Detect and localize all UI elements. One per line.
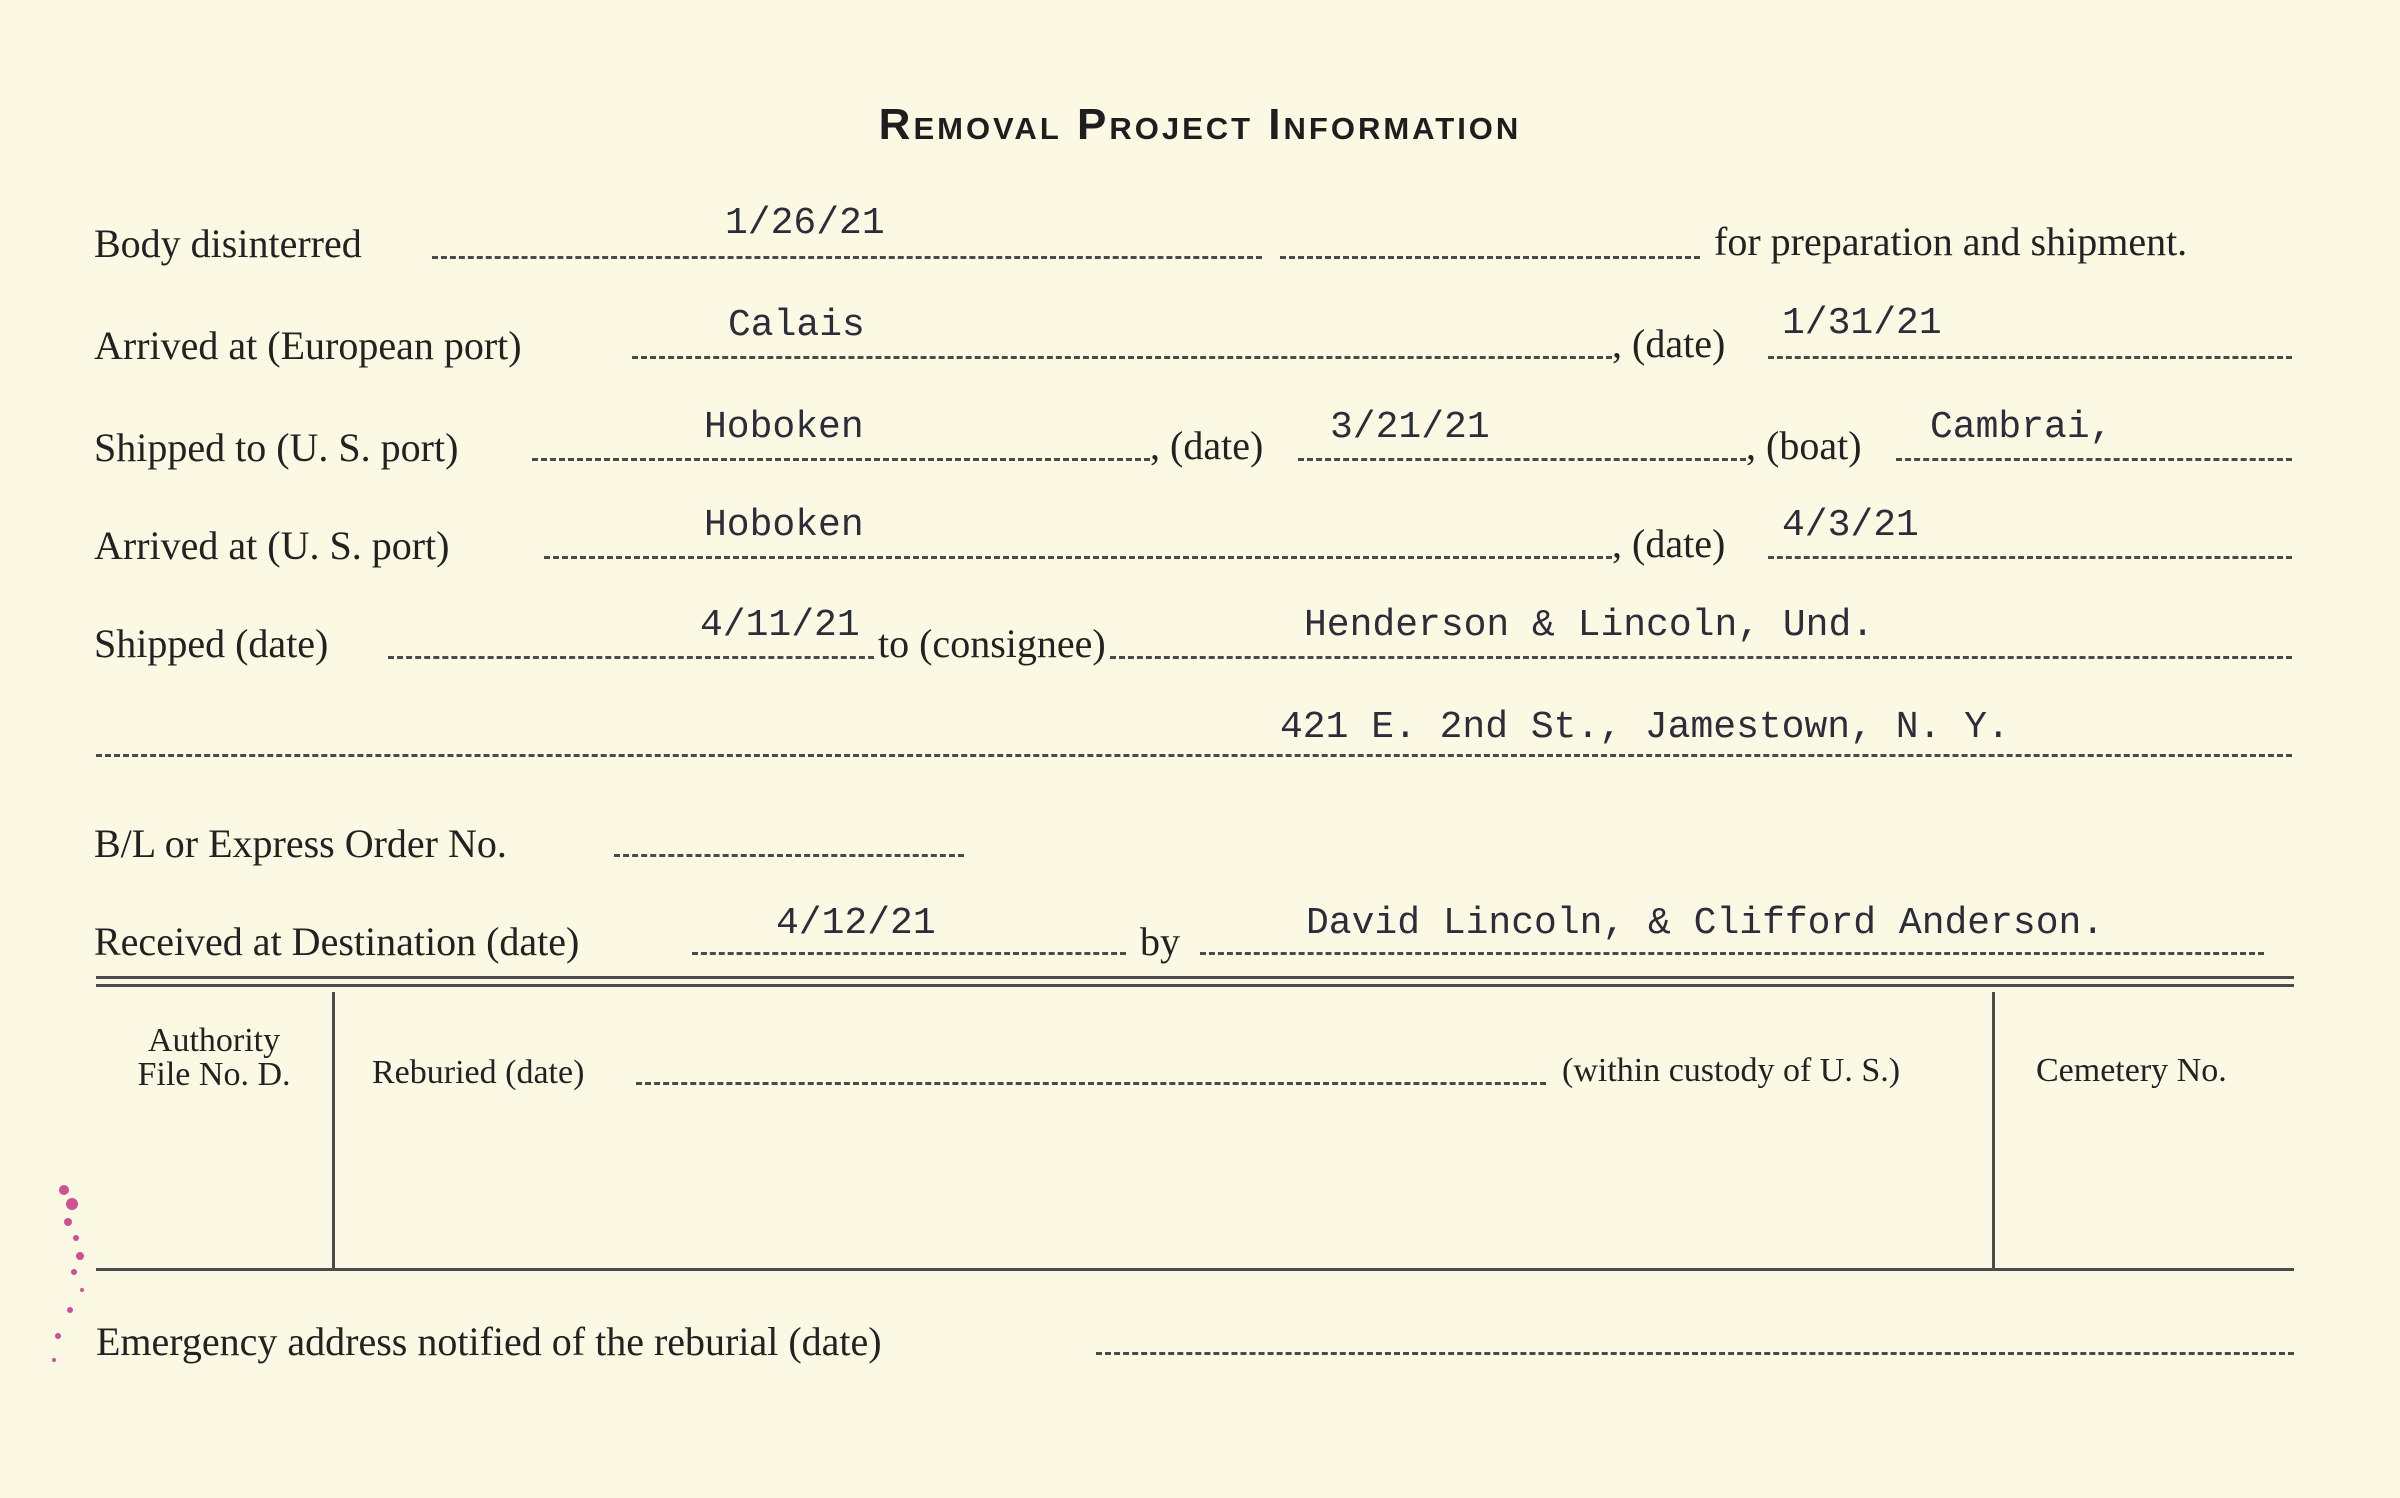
reburied-line bbox=[636, 1082, 1546, 1085]
received-line bbox=[692, 952, 1126, 955]
reburied-label: Reburied (date) bbox=[372, 1054, 585, 1091]
consignee-value: Henderson & Lincoln, Und. bbox=[1304, 604, 1875, 647]
shipped-to-label: to (consignee) bbox=[878, 621, 1106, 666]
received-by-label: by bbox=[1140, 919, 1180, 964]
arrived-eu-line bbox=[632, 356, 1612, 359]
shipped-value: 4/11/21 bbox=[700, 604, 860, 647]
disinterred-value: 1/26/21 bbox=[725, 202, 885, 245]
shipped-us-date-label: , (date) bbox=[1150, 423, 1264, 468]
shipped-us-boat-label: , (boat) bbox=[1746, 423, 1862, 468]
disinterred-line bbox=[432, 256, 1262, 259]
emergency-line bbox=[1096, 1352, 2294, 1355]
arrived-us-date-label: , (date) bbox=[1612, 521, 1726, 566]
arrived-eu-label: Arrived at (European port) bbox=[94, 323, 522, 368]
shipped-line bbox=[388, 656, 874, 659]
authority-header bbox=[96, 1024, 332, 1092]
received-value: 4/12/21 bbox=[776, 902, 936, 945]
disinterred-suffix: for preparation and shipment. bbox=[1714, 219, 2188, 264]
bl-order-label: B/L or Express Order No. bbox=[94, 821, 507, 866]
address-line bbox=[96, 754, 2292, 757]
consignee-line bbox=[1110, 656, 2292, 659]
authority-line-1: Authority bbox=[147, 1022, 281, 1059]
arrived-eu-date-label: , (date) bbox=[1612, 321, 1726, 366]
arrived-eu-value: Calais bbox=[728, 304, 865, 347]
bl-order-line bbox=[614, 854, 964, 857]
arrived-us-value: Hoboken bbox=[704, 504, 864, 547]
custody-label: (within custody of U. S.) bbox=[1562, 1052, 1901, 1089]
arrived-us-date-line bbox=[1768, 556, 2292, 559]
card-title: Removal Project Information bbox=[878, 100, 1522, 149]
table-divider-left bbox=[332, 992, 335, 1268]
emergency-label: Emergency address notified of the reburial (date) bbox=[96, 1319, 882, 1364]
received-by-line bbox=[1200, 952, 2264, 955]
cemetery-label: Cemetery No. bbox=[2036, 1052, 2227, 1089]
received-by-value: David Lincoln, & Clifford Anderson. bbox=[1306, 902, 2105, 945]
arrived-us-label: Arrived at (U. S. port) bbox=[94, 523, 450, 568]
received-label: Received at Destination (date) bbox=[94, 919, 580, 964]
arrived-eu-date-value: 1/31/21 bbox=[1782, 302, 1942, 345]
shipped-us-boat-value: Cambrai, bbox=[1930, 406, 2113, 449]
shipped-us-boat-line bbox=[1896, 458, 2292, 461]
shipped-us-line bbox=[532, 458, 1150, 461]
consignee-address: 421 E. 2nd St., Jamestown, N. Y. bbox=[1280, 706, 2010, 749]
table-divider-right bbox=[1992, 992, 1995, 1268]
shipped-us-date-line bbox=[1298, 458, 1746, 461]
shipped-us-value: Hoboken bbox=[704, 406, 864, 449]
table-top-rule-2 bbox=[96, 984, 2294, 987]
disinterred-label: Body disinterred bbox=[94, 221, 362, 266]
shipped-label: Shipped (date) bbox=[94, 621, 329, 666]
arrived-eu-date-line bbox=[1768, 356, 2292, 359]
table-top-rule bbox=[96, 976, 2294, 979]
arrived-us-date-value: 4/3/21 bbox=[1782, 504, 1919, 547]
disinterred-line-2 bbox=[1280, 256, 1700, 259]
table-bottom-rule bbox=[96, 1268, 2294, 1271]
arrived-us-line bbox=[544, 556, 1612, 559]
shipped-us-label: Shipped to (U. S. port) bbox=[94, 425, 459, 470]
shipped-us-date-value: 3/21/21 bbox=[1330, 406, 1490, 449]
authority-line-2: File No. D. bbox=[137, 1056, 291, 1093]
stamp-mark bbox=[46, 1160, 106, 1380]
